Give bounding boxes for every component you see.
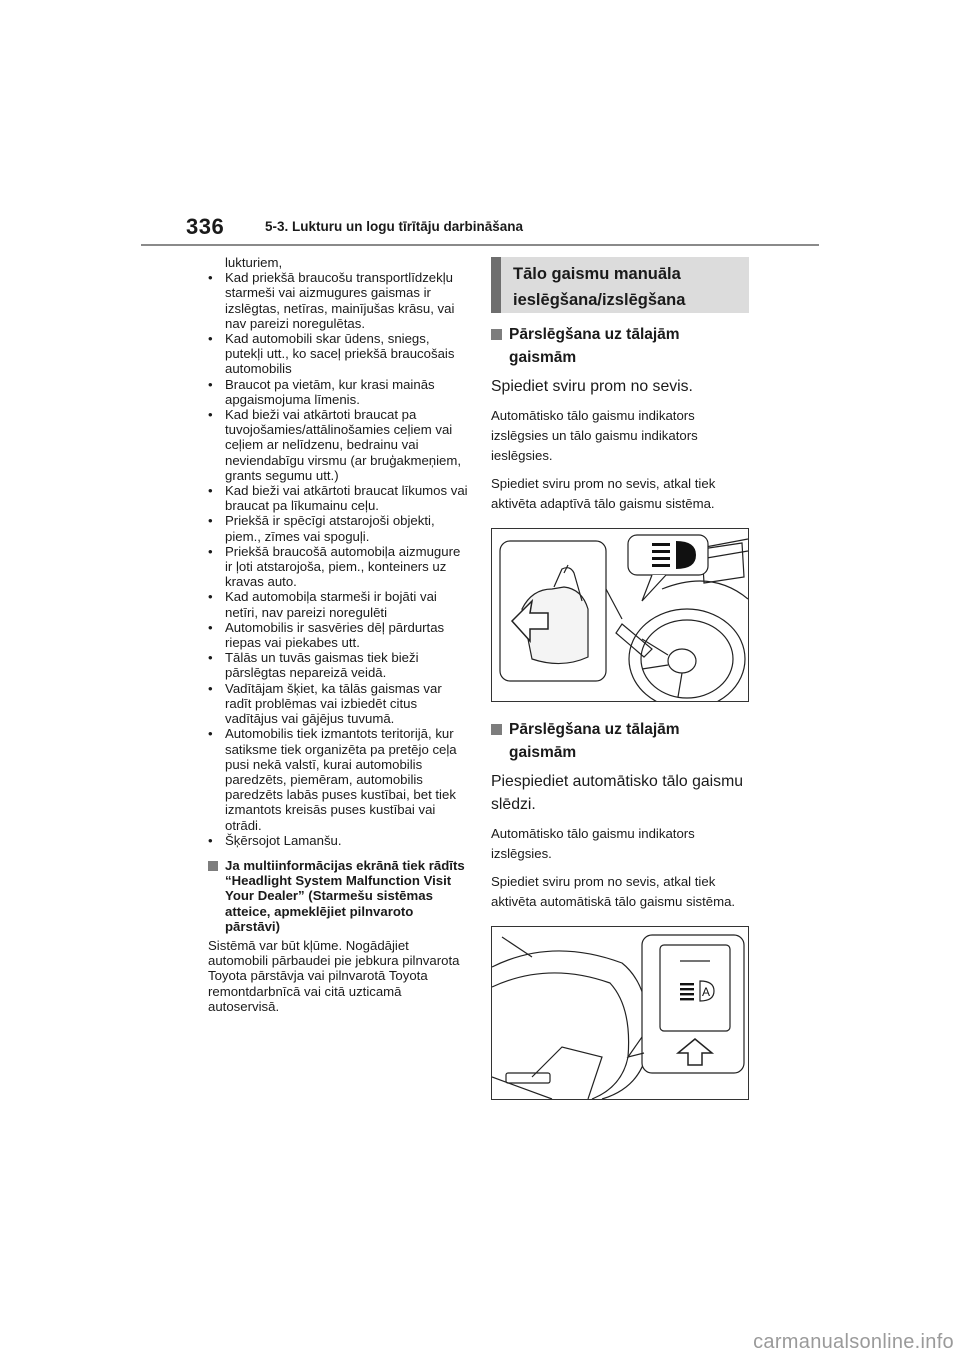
list-item: • Priekšā ir spēcīgi atstarojoši objekti, piem., zīmes vai spoguļi. [208, 513, 435, 544]
continued-text: lukturiem, [225, 255, 283, 270]
list-item: • Priekšā braucošā automobiļa aizmugure ir ļoti atstarojoša, piem., konteiners uz kravas auto. [208, 543, 461, 590]
note-2b: Spiediet sviru prom no sevis, atkal tiek aktivēta automātiskā tālo gaismu sistēma. [491, 874, 736, 909]
bullet-icon: • [208, 650, 213, 666]
list-item: • Kad automobiļa starmeši ir bojāti vai netīri, nav pareizi noregulēti [208, 589, 437, 620]
list-item: • Tālās un tuvās gaismas tiek bieži pārslēgtas nepareizā veidā. [208, 650, 419, 681]
square-bullet-icon [208, 861, 218, 871]
list-item: • Kad priekšā braucošu transportlīdzekļu starmeši vai aizmugures gaismas ir izslēgtas, netīras, mainījušas krāsu, vai nav pareizi noregulētas. [208, 270, 455, 331]
auto-letter: A [702, 985, 711, 999]
note-2a: Automātisko tālo gaismu indikators izslēgsies. [491, 826, 695, 861]
conditions-list [208, 270, 470, 848]
switch-drawing [492, 927, 748, 1099]
list-item: • Vadītājam šķiet, ka tālās gaismas var radīt problēmas vai izbiedēt citus vadītājus vai gājējus tuvumā. [208, 680, 442, 727]
list-item: • Braucot pa vietām, kur krasi mainās apgaismojuma līmenis. [208, 376, 435, 407]
bullet-icon: • [208, 483, 213, 499]
list-item: • Kad automobili skar ūdens, sniegs, putekļi utt., ko saceļ priekšā braucošais automobilis [208, 331, 455, 377]
note-1b: Spiediet sviru prom no sevis, atkal tiek aktivēta adaptīvā tālo gaismu sistēma. [491, 476, 716, 511]
subheading-2: Pārslēgšana uz tālajām gaismām [491, 718, 749, 764]
instruction-2: Piespiediet automātisko tālo gaismu slēdzi. [491, 773, 744, 813]
header-divider [141, 244, 819, 246]
bullet-icon: • [208, 680, 213, 696]
heading-line-2: ieslēgšana/izslēgšana [513, 291, 686, 309]
list-item: • Kad bieži vai atkārtoti braucat līkumos vai braucat pa līkumainu ceļu. [208, 483, 468, 514]
malfunction-subheading: Ja multiinformācijas ekrānā tiek rādīts “Headlight System Malfunction Visit Your Dealer” (Starmešu sistēmas atteice, apmeklējiet pilnvaroto pārstāvi) [208, 858, 470, 934]
list-item: • Šķērsojot Lamanšu. [208, 832, 342, 848]
bullet-icon: • [208, 376, 213, 392]
bullet-icon: • [208, 513, 213, 529]
heading-line-1: Tālo gaismu manuāla [513, 265, 681, 283]
section-title: 5-3. Lukturu un logu tīrītāju darbināšana [265, 219, 524, 234]
left-column [208, 255, 470, 1014]
note-1a: Automātisko tālo gaismu indikators izslēgsies un tālo gaismu indikators ieslēgsies. [491, 408, 698, 463]
list-item: • Kad bieži vai atkārtoti braucat pa tuvojošamies/attālinošamies ceļiem vai ceļiem ar nelīdzenu, bedrainu vai neviendabīgu virsmu (ar bruģakmeņiem, grants segumu utt.) [208, 407, 462, 483]
bullet-icon: • [208, 726, 213, 742]
lever-illustration [491, 528, 749, 702]
right-column [491, 257, 749, 1100]
page-number: 336 [186, 214, 225, 239]
bullet-icon: • [208, 331, 213, 347]
page-header [0, 0, 960, 250]
list-item: • Automobilis ir sasvēries dēļ pārdurtas riepas vai piekabes utt. [208, 619, 445, 651]
switch-illustration [491, 926, 749, 1100]
bullet-icon: • [208, 832, 213, 848]
subheading-1: Pārslēgšana uz tālajām gaismām [491, 323, 749, 369]
bullet-icon: • [208, 619, 213, 635]
lever-drawing [492, 529, 748, 701]
bullet-icon: • [208, 270, 213, 286]
bullet-icon: • [208, 589, 213, 605]
malfunction-paragraph: Sistēmā var būt kļūme. Nogādājiet automobili pārbaudei pie jebkura pilnvarota Toyota pārstāvja vai pilnvarotā Toyota remontdarbnīcā vai citā uzticamā autoservisā. [208, 937, 460, 1014]
square-bullet-icon [491, 724, 502, 735]
bullet-icon: • [208, 543, 213, 559]
bullet-icon: • [208, 407, 213, 423]
watermark: carmanualsonline.info [753, 1331, 954, 1353]
instruction-1: Spiediet sviru prom no sevis. [491, 378, 693, 395]
square-bullet-icon [491, 329, 502, 340]
section-heading-box [491, 257, 749, 313]
list-item: • Automobilis tiek izmantots teritorijā, kur satiksme tiek organizēta pa pretējo ceļa pusi nekā valstī, kurai automobilis paredzēts, piemēram, automobilis paredzēts labās puses kustībai, bet tiek izmantots kreisās puses kustībai vai otrādi. [208, 726, 457, 833]
